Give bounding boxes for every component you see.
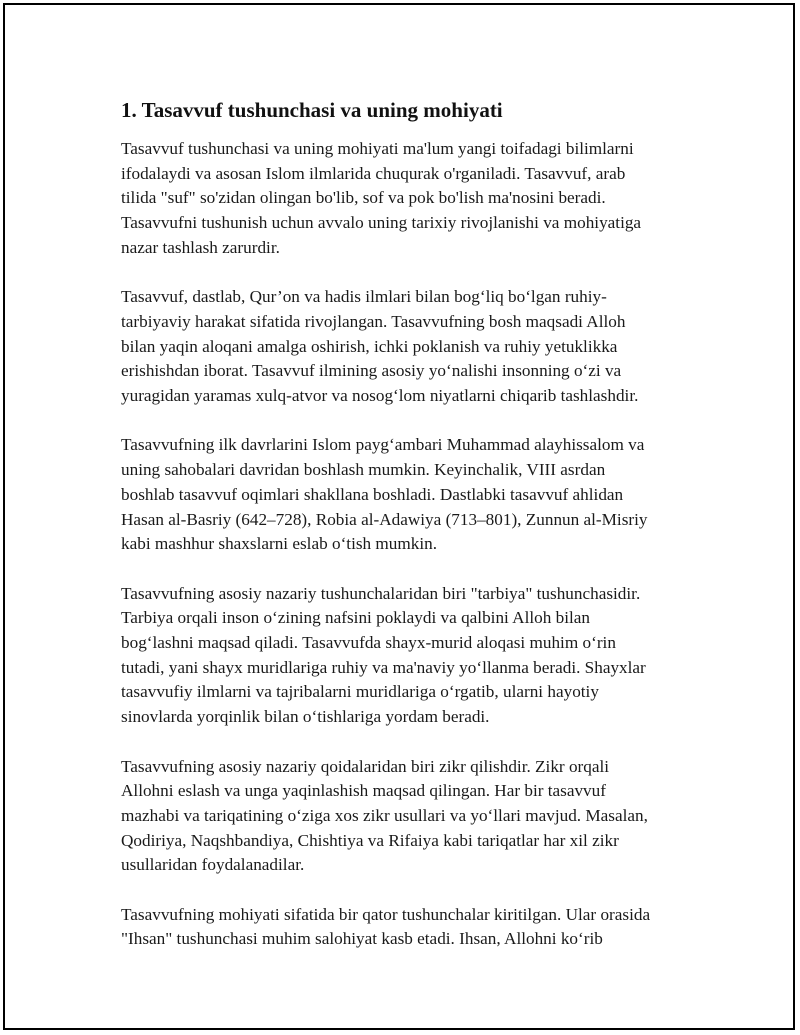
paragraph-line: erishishdan iborat. Tasavvuf ilmining asosiy yo‘nalishi insonning o‘zi va	[121, 361, 622, 381]
paragraph-line: Tasavvufning asosiy nazariy tushunchalaridan biri "tarbiya" tushunchasidir.	[121, 583, 641, 603]
paragraph-line: Tasavvuf tushunchasi va uning mohiyati ma'lum yangi toifadagi bilimlarni	[121, 139, 634, 158]
paragraph-line: Hasan al-Basriy (642–728), Robia al-Adawiya (713–801), Zunnun al-Misriy	[121, 509, 648, 529]
paragraph-line: Tasavvufning mohiyati sifatida bir qator tushunchalar kiritilgan. Ular orasida	[121, 904, 651, 924]
paragraph-line: "Ihsan" tushunchasi muhim salohiyat kasb etadi. Ihsan, Allohni ko‘rib	[121, 929, 603, 949]
document-body	[121, 97, 696, 977]
paragraph-line: Allohni eslash va unga yaqinlashish maqsad qilingan. Har bir tasavvuf	[121, 781, 606, 801]
paragraph-line: Tarbiya orqali inson o‘zining nafsini poklaydi va qalbini Alloh bilan	[121, 608, 590, 628]
paragraph-line: bilan yaqin aloqani amalga oshirish, ichki poklanish va ruhiy yetuklikka	[121, 336, 618, 356]
paragraph-line: uning sahobalari davridan boshlash mumkin. Keyinchalik, VIII asrdan	[121, 460, 606, 480]
paragraph	[121, 582, 696, 730]
paragraph-line: bog‘lashni maqsad qiladi. Tasavvufda shayx-murid aloqasi muhim o‘rin	[121, 633, 616, 653]
paragraph-list	[121, 137, 696, 952]
paragraph	[121, 755, 696, 879]
paragraph-line: Qodiriya, Naqshbandiya, Chishtiya va Rifaiya kabi tariqatlar har xil zikr	[121, 830, 619, 850]
paragraph	[121, 903, 696, 952]
paragraph-line: Tasavvufni tushunish uchun avvalo uning tarixiy rivojlanishi va mohiyatiga	[121, 213, 642, 233]
document-title: 1. Tasavvuf tushunchasi va uning mohiyati	[121, 98, 503, 122]
paragraph-line: tasavvufiy ilmlarni va tajribalarni muridlariga o‘rgatib, ularni hayotiy	[121, 682, 599, 702]
paragraph-line: Tasavvufning ilk davrlarini Islom payg‘ambari Muhammad alayhissalom va	[121, 435, 645, 455]
paragraph-line: usullaridan foydalanadilar.	[121, 855, 305, 875]
page-frame	[3, 3, 795, 1030]
paragraph-line: ifodalaydi va asosan Islom ilmlarida chuqurak o'rganiladi. Tasavvuf, arab	[121, 163, 626, 183]
paragraph-line: sinovlarda yorqinlik bilan o‘tishlariga yordam beradi.	[121, 707, 490, 727]
paragraph	[121, 137, 696, 261]
paragraph-line: tutadi, yani shayx muridlariga ruhiy va ma'naviy yo‘llanma beradi. Shayxlar	[121, 657, 646, 677]
paragraph	[121, 285, 696, 409]
paragraph-line: tilida "suf" so'zidan olingan bo'lib, sof va pok bo'lish ma'nosini beradi.	[121, 188, 606, 208]
paragraph-line: tarbiyaviy harakat sifatida rivojlangan. Tasavvufning bosh maqsadi Alloh	[121, 311, 626, 331]
paragraph-line: boshlab tasavvuf oqimlari shakllana boshladi. Dastlabki tasavvuf ahlidan	[121, 484, 624, 504]
paragraph-line: mazhabi va tariqatining o‘ziga xos zikr usullari va yo‘llari mavjud. Masalan,	[121, 805, 648, 825]
paragraph	[121, 433, 696, 557]
paragraph-line: nazar tashlash zarurdir.	[121, 237, 280, 257]
paragraph-line: Tasavvuf, dastlab, Qur’on va hadis ilmlari bilan bog‘liq bo‘lgan ruhiy-	[121, 287, 607, 307]
paragraph-line: yuragidan yaramas xulq-atvor va nosog‘lom niyatlarni chiqarib tashlashdir.	[121, 386, 639, 406]
paragraph-line: kabi mashhur shaxslarni eslab o‘tish mumkin.	[121, 534, 438, 554]
paragraph-line: Tasavvufning asosiy nazariy qoidalaridan biri zikr qilishdir. Zikr orqali	[121, 756, 610, 776]
